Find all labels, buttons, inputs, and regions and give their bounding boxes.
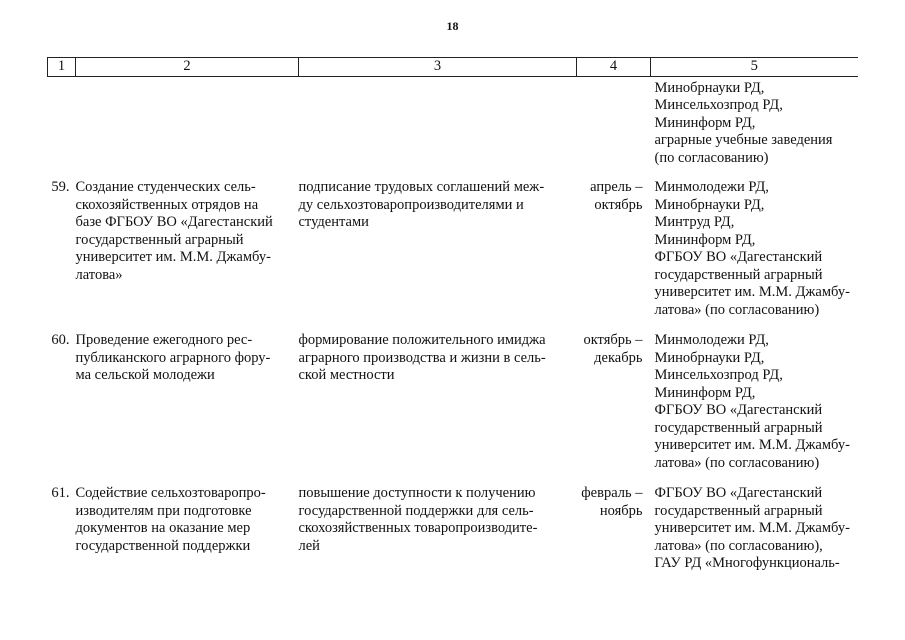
executor-line: ФГБОУ ВО «Дагестанский xyxy=(654,249,823,265)
period-line: октябрь xyxy=(594,196,643,213)
event-cell xyxy=(76,485,299,573)
event-line: изводителям при подготовке xyxy=(75,502,252,519)
row-number: 61. xyxy=(51,485,70,501)
period-cell xyxy=(577,485,651,573)
event-cell xyxy=(76,179,299,332)
period-line: апрель – xyxy=(590,179,643,195)
executors-cell xyxy=(651,179,858,332)
period-line: ноябрь xyxy=(599,502,643,519)
table-row-continuation xyxy=(48,76,858,179)
result-cell xyxy=(299,485,577,573)
result-line: ду сельхозтоваропроизводителями и xyxy=(298,196,524,213)
row-number: 59. xyxy=(51,179,70,195)
executor-line: ГАУ РД «Многофункциональ- xyxy=(654,555,840,571)
column-header: 1 xyxy=(48,58,76,77)
result-line: формирование положительного имиджа xyxy=(298,332,546,348)
column-header: 4 xyxy=(577,58,651,77)
event-line: Содействие сельхозтоваропро- xyxy=(75,485,266,501)
result-line: скохозяйственных товаропроизводите- xyxy=(298,520,538,536)
executor-line: Мининформ РД, xyxy=(654,384,756,401)
plan-table xyxy=(47,57,858,573)
executor-line: Минобрнауки РД, xyxy=(654,349,765,366)
executor-line: университет им. М.М. Джамбу- xyxy=(654,437,850,453)
event-line: базе ФГБОУ ВО «Дагестанский xyxy=(75,214,273,230)
result-line: повышение доступности к получению xyxy=(298,485,536,501)
event-line: Создание студенческих сель- xyxy=(75,179,256,195)
result-cell xyxy=(299,179,577,332)
event-line: публиканского аграрного фору- xyxy=(75,349,271,366)
executor-line: латова» (по согласованию) xyxy=(654,454,820,471)
executor-line: государственный аграрный xyxy=(654,419,823,436)
executors-cell xyxy=(651,76,858,179)
event-line: Проведение ежегодного рес- xyxy=(75,332,253,348)
result-line: аграрного производства и жизни в сель- xyxy=(298,349,546,366)
column-header: 5 xyxy=(651,58,858,77)
row-number: 60. xyxy=(51,332,70,348)
table-header-row xyxy=(48,58,858,77)
executor-line: ФГБОУ ВО «Дагестанский xyxy=(654,485,823,501)
table-row xyxy=(48,332,858,485)
event-line: государственный аграрный xyxy=(75,231,244,248)
event-line: государственной поддержки xyxy=(75,537,251,554)
result-cell xyxy=(299,332,577,485)
result-line: ской местности xyxy=(298,367,395,383)
table-row xyxy=(48,179,858,332)
event-line: ма сельской молодежи xyxy=(75,367,215,383)
event-line: скохозяйственных отрядов на xyxy=(75,196,259,213)
page-number: 18 xyxy=(446,19,459,33)
period-line: февраль – xyxy=(581,485,643,501)
executor-line: Минобрнауки РД, xyxy=(654,196,765,213)
executor-line: ФГБОУ ВО «Дагестанский xyxy=(654,402,823,418)
executor-line: латова» (по согласованию), xyxy=(654,537,823,554)
executor-line: аграрные учебные заведения xyxy=(654,132,833,148)
column-header: 3 xyxy=(299,58,577,77)
event-cell xyxy=(76,332,299,485)
executor-line: Минмолодежи РД, xyxy=(654,332,769,348)
executor-line: государственный аграрный xyxy=(654,502,823,519)
period-line: октябрь – xyxy=(583,332,643,348)
executor-line: государственный аграрный xyxy=(654,266,823,283)
result-line: государственной поддержки для сель- xyxy=(298,502,534,519)
column-header: 2 xyxy=(76,58,299,77)
result-line: студентами xyxy=(298,214,369,230)
executor-line: Минмолодежи РД, xyxy=(654,179,769,195)
period-cell xyxy=(577,332,651,485)
executor-line: Мининформ РД, xyxy=(654,114,756,131)
event-line: латова» xyxy=(75,266,123,283)
executors-cell xyxy=(651,332,858,485)
executor-line: (по согласованию) xyxy=(654,149,769,166)
executor-line: университет им. М.М. Джамбу- xyxy=(654,520,850,536)
period-cell xyxy=(577,179,651,332)
period-line: декабрь xyxy=(594,349,643,366)
executor-line: Минобрнауки РД, xyxy=(654,79,765,96)
result-line: подписание трудовых соглашений меж- xyxy=(298,179,545,195)
executor-line: латова» (по согласованию) xyxy=(654,301,820,318)
event-line: университет им. М.М. Джамбу- xyxy=(75,249,271,265)
table-row xyxy=(48,485,858,573)
executor-line: университет им. М.М. Джамбу- xyxy=(654,284,850,300)
executor-line: Минсельхозпрод РД, xyxy=(654,367,783,383)
executor-line: Минсельхозпрод РД, xyxy=(654,97,783,113)
executors-cell xyxy=(651,485,858,573)
result-line: лей xyxy=(298,537,320,554)
executor-line: Минтруд РД, xyxy=(654,214,735,230)
executor-line: Мининформ РД, xyxy=(654,231,756,248)
event-line: документов на оказание мер xyxy=(75,520,251,536)
